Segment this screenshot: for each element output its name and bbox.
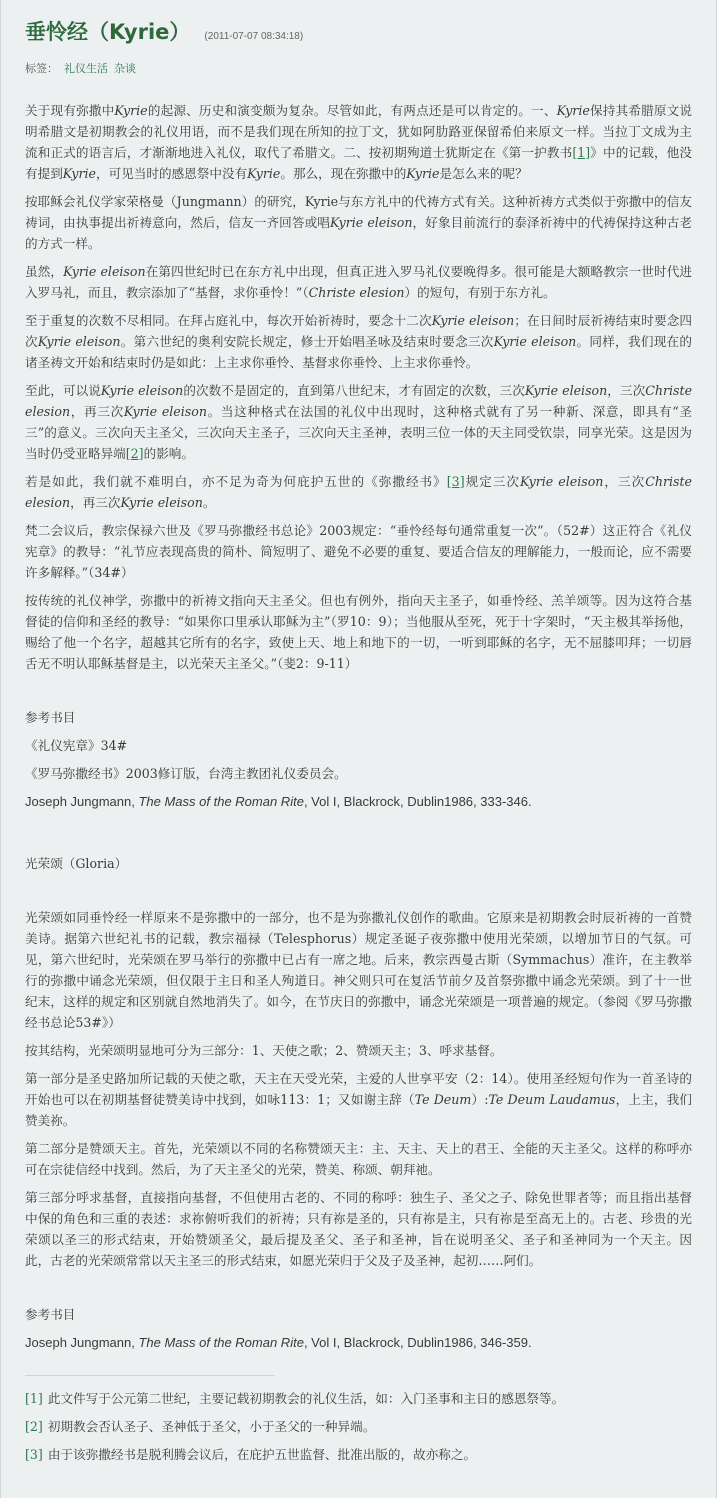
references-list <box>25 1332 692 1353</box>
text-run: ，再三次 <box>70 495 121 510</box>
text-run: ，可见当时的感恩祭中没有 <box>96 166 248 181</box>
references-heading: 参考书目 <box>25 710 76 725</box>
post-header <box>25 16 692 46</box>
spacer <box>25 681 692 707</box>
reference-item <box>25 735 692 756</box>
tag-bar <box>25 60 692 76</box>
text-run: , Vol I, Blackrock, Dublin1986, 346-359. <box>303 1335 532 1350</box>
footnote-number-link[interactable]: [1] <box>25 1391 43 1406</box>
tags-label: 标签： <box>25 62 58 75</box>
footnote-text: 此文件写于公元第二世纪，主要记载初期教会的礼仪生活，如：入门圣事和主日的感恩祭等。 <box>47 1391 565 1406</box>
article-body <box>25 100 692 674</box>
post-date: (2011-07-07 08:34:18) <box>204 31 304 42</box>
post-title: 垂怜经（Kyrie） <box>25 20 191 44</box>
text-run: 第三部分呼求基督，直接指向基督，不但使用古老的、不同的称呼：独生子、圣父之子、除免世罪者等；而且指出基督中保的角色和三重的表述：求祢俯听我们的祈祷；只有祢是圣的，只有祢是主，只有祢是至高无上的。古老、珍贵的光荣颂以圣三的形式结束，开始赞颂圣父，最后提及圣父、圣子和圣神，旨在说明圣父、圣子和圣神同为一个天主。因此，古老的光荣颂常常以天主圣三的形式结束，如愿光荣归于父及子及圣神，起初……阿们。 <box>25 1190 692 1268</box>
footnote <box>25 1416 692 1437</box>
italic-text: Kyrie <box>247 166 281 181</box>
gloria-body <box>25 907 692 1271</box>
text-run: ）: <box>471 1092 489 1107</box>
text-run: Joseph Jungmann, <box>25 1335 139 1350</box>
paragraph <box>25 191 692 254</box>
italic-text: Te Deum <box>414 1092 472 1107</box>
italic-text: Te Deum Laudamus <box>488 1092 616 1107</box>
footnote-ref-link[interactable]: [1] <box>572 145 591 160</box>
text-run: 虽然， <box>25 264 64 279</box>
text-run: 的起源、历史和演变颇为复杂。尽管如此，有两点还是可以肯定的。一、 <box>147 103 557 118</box>
text-run: 若是如此，我们就不难明白，亦不足为奇为何庇护五世的《弥撒经书》 <box>25 474 447 489</box>
text-run: ）的短句，有别于东方礼。 <box>404 285 556 300</box>
text-run: 的影响。 <box>143 446 194 461</box>
paragraph <box>25 261 692 303</box>
text-run: 第二部分是赞颂天主。首先，光荣颂以不同的名称赞颂天主：主、天主、天上的君王、全能的天主圣父。这样的称呼亦可在宗徒信经中找到。然后，为了天主圣父的光荣，赞美、称颂、朝拜祂。 <box>25 1141 692 1177</box>
text-run: 。当这种格式在法国的礼仪中出现时，这种格式就有了另一种新、深意，即具有“圣三”的意义。三次向天主圣父，三次向天主圣子，三次向天主圣神，表明三位一体的天主同受钦崇，同享光荣。这是因为当时仍受亚略异端 <box>25 404 693 461</box>
reference-item <box>25 791 692 812</box>
footnote-text: 由于该弥撒经书是脱利腾会议后，在庇护五世监督、批准出版的，故亦称之。 <box>47 1447 477 1462</box>
tag-link[interactable]: 礼仪生活 <box>64 62 108 75</box>
italic-text: Kyrie eleison <box>431 313 515 328</box>
gloria-heading: 光荣颂（Gloria） <box>25 856 128 871</box>
italic-text: Kyrie eleison <box>120 495 203 510</box>
text-run: 第一部分是圣史路加所记载的天使之歌，天主在天受光荣，主爱的人世享平安（2：14）。使用圣经短句作为一首圣诗的开始也可以在初期基督徒赞美诗中找到，如咏113：1；又如谢主辞（ <box>25 1071 692 1107</box>
text-run: 在第四世纪时已在东方礼中出现，但真正进入罗马礼仪要晚得多。很可能是大额略教宗一世时代进入罗马礼，而且，教宗添加了“基督，求你垂怜！”（ <box>25 264 692 300</box>
text-run: 》中的记载，他没有提到 <box>25 145 693 181</box>
italic-text: Kyrie eleison <box>37 334 121 349</box>
text-run: 。那么，现在弥撒中的 <box>280 166 407 181</box>
reference-item <box>25 1332 692 1353</box>
text-run: 按传统的礼仪神学，弥撒中的祈祷文指向天主圣父。但也有例外，指向天主圣子，如垂怜经、羔羊颂等。因为这符合基督徒的信仰和圣经的教导：“如果你口里承认耶稣为主”（罗10：9）；当他服从至死，死于十字架时，“天主极其举扬他，赐给了他一个名字，超越其它所有的名字，致使上天、地上和地下的一切，一听到耶稣的名字，无不屈膝叩拜；一切唇舌无不明认耶稣基督是主，以光荣天主圣父。”（斐2：9-11） <box>25 593 692 671</box>
spacer <box>25 1278 692 1304</box>
paragraph <box>25 1068 692 1131</box>
text-run: 《罗马弥撒经书》2003修订版，台湾主教团礼仪委员会。 <box>25 766 347 781</box>
italic-text: Kyrie eleison <box>100 383 184 398</box>
post-content <box>25 100 692 1465</box>
italic-text: Kyrie <box>556 103 590 118</box>
text-run: Joseph Jungmann, <box>25 794 139 809</box>
paragraph <box>25 100 692 184</box>
footnote-divider <box>25 1375 275 1376</box>
paragraph <box>25 1187 692 1271</box>
footnote <box>25 1388 692 1409</box>
text-run: ，好象目前流行的泰泽祈祷中的代祷保持这种古老的方式一样。 <box>25 215 693 251</box>
italic-text: Kyrie eleison <box>63 264 146 279</box>
paragraph <box>25 310 692 373</box>
text-run: 是怎么来的呢？ <box>439 166 528 181</box>
text-run: 至此，可以说 <box>25 383 101 398</box>
text-run: ，再三次 <box>70 404 124 419</box>
paragraph <box>25 520 692 583</box>
italic-text: Kyrie <box>114 103 148 118</box>
italic-text: Kyrie eleison <box>493 334 577 349</box>
italic-text: Kyrie eleison <box>123 404 207 419</box>
text-run: 按其结构，光荣颂明显地可分为三部分：1、天使之歌；2、赞颂天主；3、呼求基督。 <box>25 1043 503 1058</box>
text-run: 的次数不是固定的，直到第八世纪末，才有固定的次数，三次 <box>183 383 525 398</box>
italic-text: The Mass of the Roman Rite <box>138 1335 304 1350</box>
references-heading: 参考书目 <box>25 1307 76 1322</box>
text-run: 。 <box>202 495 216 510</box>
paragraph <box>25 1040 692 1061</box>
italic-text: Kyrie eleison <box>329 215 413 230</box>
spacer <box>25 881 692 907</box>
text-run: ；在日间时辰祈祷结束时要念四次 <box>25 313 693 349</box>
footnote-ref-link[interactable]: [3] <box>446 474 465 489</box>
italic-text: Kyrie eleison <box>520 474 604 489</box>
footnote-number-link[interactable]: [3] <box>25 1447 43 1462</box>
paragraph <box>25 590 692 674</box>
italic-text: Kyrie <box>62 166 96 181</box>
text-run: 。第六世纪的奥利安院长规定，修士开始唱圣咏及结束时要念三次 <box>120 334 494 349</box>
italic-text: Christe elesion <box>25 383 693 419</box>
text-run: ，上主，我们赞美祢。 <box>25 1092 692 1128</box>
text-run: 关于现有弥撒中 <box>25 103 115 118</box>
text-run: 光荣颂如同垂怜经一样原来不是弥撒中的一部分，也不是为弥撒礼仪创作的歌曲。它原来是初期教会时辰祈祷的一首赞美诗。据第六世纪礼书的记载，教宗福禄（Telesphorus）规定圣诞子夜弥撒中使用光荣颂，以增加节日的气氛。可见，第六世纪时，光荣颂在罗马举行的弥撒中已占有一席之地。后来，教宗西曼古斯（Symmachus）准许，在主教举行的弥撒中诵念光荣颂，但仅限于主日和圣人殉道日。神父则只可在复活节前夕及首祭弥撒中诵念光荣颂。到了十一世纪末，这样的规定和区别就自然地消失了。如今，在节庆日的弥撒中，诵念光荣颂是一项普遍的规定。（参阅《罗马弥撒经书总论53#》） <box>25 910 692 1030</box>
footnote-ref-link[interactable]: [2] <box>125 446 144 461</box>
references-list <box>25 735 692 812</box>
italic-text: Christe elesion <box>25 474 693 510</box>
reference-item <box>25 763 692 784</box>
italic-text: Kyrie <box>406 166 440 181</box>
paragraph <box>25 380 692 464</box>
text-run: 规定三次 <box>464 474 521 489</box>
text-run: 按耶稣会礼仪学家荣格曼（Jungmann）的研究，Kyrie与东方礼中的代祷方式有关。这种祈祷方式类似于弥撒中的信友祷词，由执事提出祈祷意向，然后，信友一齐回答或唱 <box>25 194 692 230</box>
italic-text: Kyrie eleison <box>524 383 608 398</box>
text-run: 梵二会议后，教宗保禄六世及《罗马弥撒经书总论》2003规定：“垂怜经每句通常重复一次”。（52#）这正符合《礼仪宪章》的教导：“礼节应表现高贵的简朴、简短明了、避免不必要的重复、要适合信友的理解能力，一般而论，应不需要许多解释。”（34#） <box>25 523 692 580</box>
text-run: 保持其希腊原文说明希腊文是初期教会的礼仪用语，而不是我们现在所知的拉丁文，犹如阿肋路亚保留希伯来原文一样。当拉丁文成为主流和正式的语言后，才渐渐地进入礼仪，取代了希腊文。二、按初期殉道士犹斯定在《第一护教书 <box>25 103 693 160</box>
italic-text: Christe elesion <box>308 285 405 300</box>
paragraph <box>25 907 692 1033</box>
italic-text: The Mass of the Roman Rite <box>138 794 304 809</box>
text-run: 至于重复的次数不尽相同。在拜占庭礼中，每次开始祈祷时，要念十二次 <box>25 313 432 328</box>
text-run: , Vol I, Blackrock, Dublin1986, 333-346. <box>303 794 532 809</box>
footnote-number-link[interactable]: [2] <box>25 1419 43 1434</box>
text-run: ，三次 <box>607 383 646 398</box>
footnote-text: 初期教会否认圣子、圣神低于圣父，小于圣父的一种异端。 <box>47 1419 376 1434</box>
footnotes <box>25 1388 692 1465</box>
spacer <box>25 819 692 853</box>
paragraph <box>25 471 692 513</box>
footnote <box>25 1444 692 1465</box>
text-run: 《礼仪宪章》34# <box>25 738 128 753</box>
text-run: 。同样，我们现在的诸圣祷文开始和结束时仍是如此：上主求你垂怜、基督求你垂怜、上主求你垂怜。 <box>25 334 692 370</box>
text-run: ，三次 <box>603 474 646 489</box>
paragraph <box>25 1138 692 1180</box>
tag-link[interactable]: 杂谈 <box>114 62 136 75</box>
